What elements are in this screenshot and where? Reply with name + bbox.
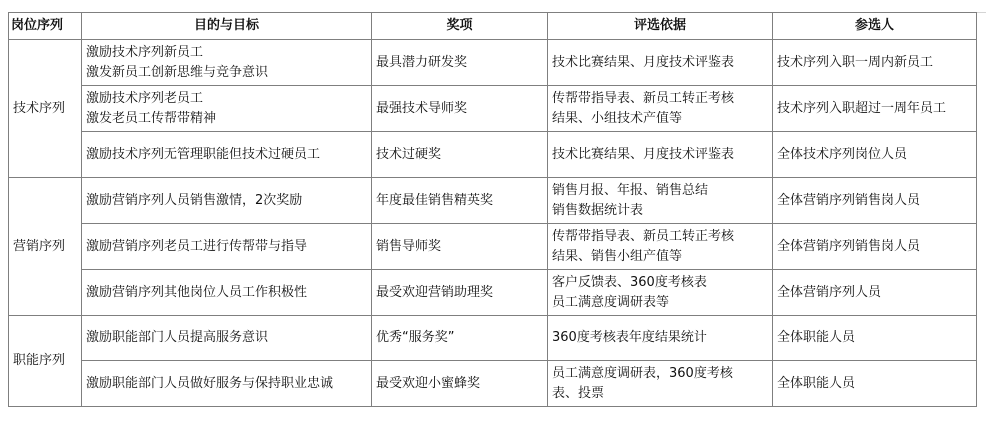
cell-text-line: 销售月报、年报、销售总结 — [552, 182, 709, 198]
cell-text-line: 激发老员工传帮带精神 — [86, 110, 217, 126]
cell-selection-basis[interactable] — [548, 270, 773, 316]
cell-selection-basis[interactable] — [548, 316, 773, 361]
cell-text-line: 激励营销序列老员工进行传帮带与指导 — [86, 238, 308, 254]
header-position-sequence[interactable]: 岗位序列 — [9, 13, 82, 40]
cell-purpose-goal[interactable] — [82, 316, 372, 361]
cell-text-line: 360度考核表年度结果统计 — [552, 330, 707, 345]
cell-participants[interactable]: 全体职能人员 — [773, 316, 977, 361]
cell-award[interactable]: 年度最佳销售精英奖 — [372, 178, 548, 224]
table-row — [9, 132, 977, 178]
cell-participants[interactable]: 全体营销序列销售岗人员 — [773, 178, 977, 224]
cell-position-sequence[interactable]: 营销序列 — [9, 178, 82, 316]
cell-text-line: 结果、销售小组产值等 — [552, 248, 683, 264]
cell-text-line: 员工满意度调研表等 — [552, 294, 670, 310]
cell-position-sequence[interactable]: 职能序列 — [9, 316, 82, 407]
cell-participants[interactable]: 技术序列入职一周内新员工 — [773, 40, 977, 86]
cell-participants[interactable]: 技术序列入职超过一周年员工 — [773, 86, 977, 132]
cell-text-line: 技术比赛结果、月度技术评鉴表 — [552, 54, 735, 70]
table-row — [9, 316, 977, 361]
cell-selection-basis[interactable] — [548, 40, 773, 86]
cell-award[interactable]: 最具潜力研发奖 — [372, 40, 548, 86]
table-row — [9, 86, 977, 132]
header-selection-basis[interactable]: 评选依据 — [548, 13, 773, 40]
cell-purpose-goal[interactable] — [82, 86, 372, 132]
cell-purpose-goal[interactable] — [82, 178, 372, 224]
cell-purpose-goal[interactable] — [82, 132, 372, 178]
cell-award[interactable]: 最受欢迎小蜜蜂奖 — [372, 361, 548, 407]
cell-participants[interactable]: 全体营销序列销售岗人员 — [773, 224, 977, 270]
cell-purpose-goal[interactable] — [82, 40, 372, 86]
cell-text-line: 员工满意度调研表，360度考核 — [552, 365, 733, 381]
cell-participants[interactable]: 全体职能人员 — [773, 361, 977, 407]
cell-text-line: 表、投票 — [552, 385, 605, 401]
header-purpose-goal[interactable]: 目的与目标 — [82, 13, 372, 40]
cell-selection-basis[interactable] — [548, 361, 773, 407]
table-row — [9, 361, 977, 407]
cell-selection-basis[interactable] — [548, 86, 773, 132]
cell-participants[interactable]: 全体营销序列人员 — [773, 270, 977, 316]
table-row — [9, 40, 977, 86]
table-row — [9, 224, 977, 270]
cell-award[interactable]: 优秀“服务奖” — [372, 316, 548, 361]
header-row — [9, 13, 977, 40]
header-participants[interactable]: 参选人 — [773, 13, 977, 40]
cell-selection-basis[interactable] — [548, 178, 773, 224]
cell-participants[interactable]: 全体技术序列岗位人员 — [773, 132, 977, 178]
cell-award[interactable]: 技术过硬奖 — [372, 132, 548, 178]
table-row — [9, 270, 977, 316]
header-award[interactable]: 奖项 — [372, 13, 548, 40]
cell-text-line: 激励职能部门人员做好服务与保持职业忠诚 — [86, 375, 334, 391]
cell-text-line: 激励营销序列其他岗位人员工作积极性 — [86, 284, 308, 300]
award-table — [8, 12, 977, 407]
cell-purpose-goal[interactable] — [82, 270, 372, 316]
cell-text-line: 激励技术序列无管理职能但技术过硬员工 — [86, 146, 321, 162]
cell-text-line: 技术比赛结果、月度技术评鉴表 — [552, 146, 735, 162]
cell-text-line: 激发新员工创新思维与竞争意识 — [86, 64, 269, 80]
table-body — [9, 40, 977, 407]
cell-text-line: 激励技术序列新员工 — [86, 44, 204, 60]
cell-selection-basis[interactable] — [548, 224, 773, 270]
cell-purpose-goal[interactable] — [82, 224, 372, 270]
cell-award[interactable]: 最受欢迎营销助理奖 — [372, 270, 548, 316]
cell-purpose-goal[interactable] — [82, 361, 372, 407]
cell-text-line: 激励职能部门人员提高服务意识 — [86, 330, 269, 345]
cell-text-line: 销售数据统计表 — [552, 202, 644, 218]
cell-text-line: 客户反馈表、360度考核表 — [552, 274, 707, 290]
cell-award[interactable]: 最强技术导师奖 — [372, 86, 548, 132]
cell-text-line: 传帮带指导表、新员工转正考核 — [552, 90, 735, 106]
cell-award[interactable]: 销售导师奖 — [372, 224, 548, 270]
cell-selection-basis[interactable] — [548, 132, 773, 178]
gridline-edge — [977, 12, 986, 421]
cell-text-line: 传帮带指导表、新员工转正考核 — [552, 228, 735, 244]
cell-text-line: 激励技术序列老员工 — [86, 90, 204, 106]
cell-text-line: 激励营销序列人员销售激情，2次奖励 — [86, 192, 303, 208]
table-row — [9, 178, 977, 224]
cell-text-line: 结果、小组技术产值等 — [552, 110, 683, 126]
cell-position-sequence[interactable]: 技术序列 — [9, 40, 82, 178]
